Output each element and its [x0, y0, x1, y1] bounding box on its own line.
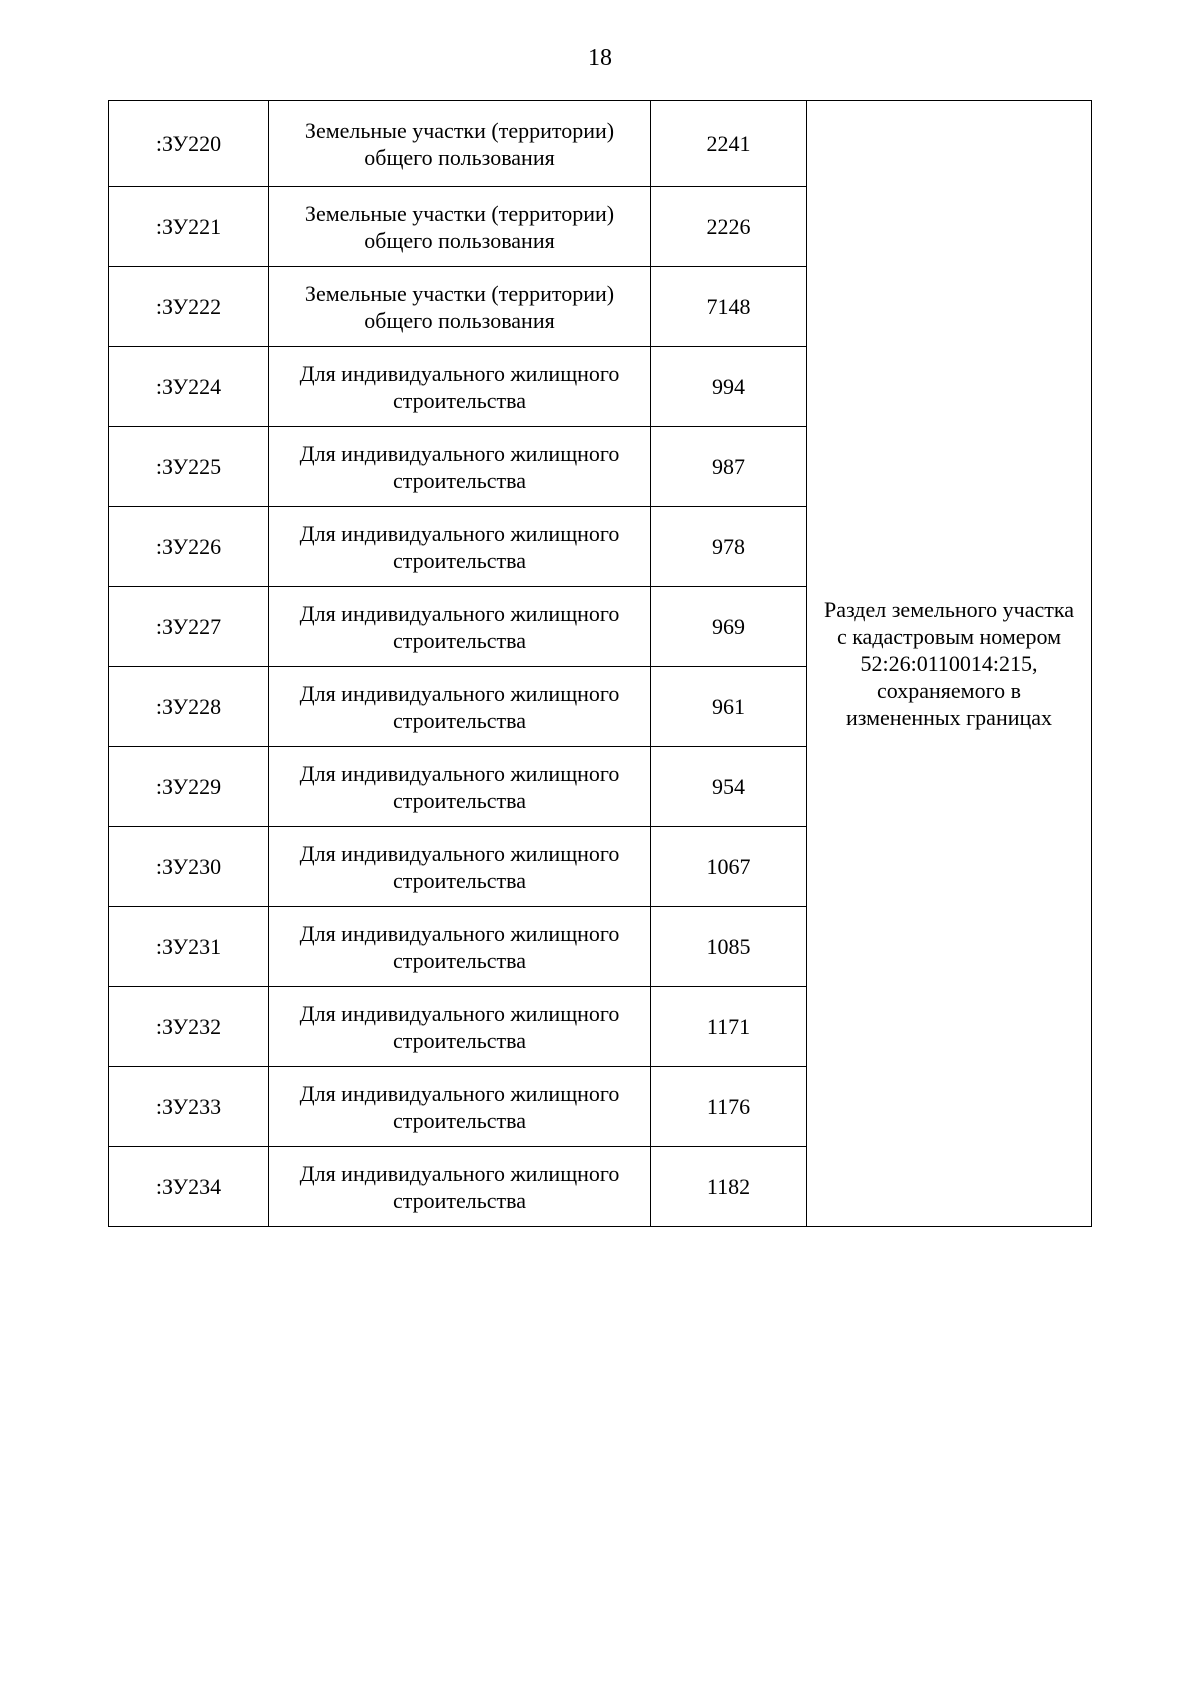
page-number: 18	[588, 45, 612, 71]
plot-id-cell: :ЗУ230	[109, 827, 269, 907]
plot-use-text: Для индивидуального жилищного строительства	[299, 440, 620, 493]
plot-area-cell: 2226	[651, 187, 807, 267]
plot-use-text: Для индивидуального жилищного строительства	[299, 920, 620, 973]
plot-use-cell	[269, 667, 651, 747]
plot-id-cell: :ЗУ233	[109, 1067, 269, 1147]
plot-use-text: Для индивидуального жилищного строительства	[299, 1080, 620, 1133]
plot-id-cell: :ЗУ225	[109, 427, 269, 507]
plot-id-cell: :ЗУ222	[109, 267, 269, 347]
plot-use-text: Для индивидуального жилищного строительства	[299, 840, 620, 893]
plot-id-cell: :ЗУ228	[109, 667, 269, 747]
plot-area-cell: 969	[651, 587, 807, 667]
plot-area-cell: 1176	[651, 1067, 807, 1147]
plot-use-cell	[269, 587, 651, 667]
land-plots-table	[108, 100, 1092, 1227]
plot-id-cell: :ЗУ232	[109, 987, 269, 1067]
plot-area-cell: 1085	[651, 907, 807, 987]
plot-use-text: Для индивидуального жилищного строительства	[299, 760, 620, 813]
plot-use-text: Земельные участки (территории) общего пользования	[304, 280, 615, 333]
plot-area-cell: 7148	[651, 267, 807, 347]
plot-use-cell	[269, 187, 651, 267]
plot-use-text: Для индивидуального жилищного строительства	[299, 520, 620, 573]
plot-use-text: Для индивидуального жилищного строительства	[299, 360, 620, 413]
plot-id-cell: :ЗУ224	[109, 347, 269, 427]
plot-use-cell	[269, 827, 651, 907]
plot-area-cell: 987	[651, 427, 807, 507]
plot-use-cell	[269, 1147, 651, 1227]
plot-use-text: Земельные участки (территории) общего пользования	[304, 200, 615, 253]
plot-id-cell: :ЗУ234	[109, 1147, 269, 1227]
plot-area-cell: 961	[651, 667, 807, 747]
plot-note-text: Раздел земельного участка с кадастровым номером 52:26:0110014:215, сохраняемого в измененных границах	[824, 597, 1074, 730]
land-plots-table-body	[109, 101, 1092, 1227]
plot-use-text: Для индивидуального жилищного строительства	[299, 680, 620, 733]
plot-use-cell	[269, 747, 651, 827]
plot-id-cell: :ЗУ229	[109, 747, 269, 827]
plot-area-cell: 954	[651, 747, 807, 827]
plot-use-text: Для индивидуального жилищного строительства	[299, 1000, 620, 1053]
plot-area-cell: 1182	[651, 1147, 807, 1227]
plot-area-cell: 1067	[651, 827, 807, 907]
table-row	[109, 101, 1092, 187]
plot-id-cell: :ЗУ221	[109, 187, 269, 267]
plot-id-cell: :ЗУ231	[109, 907, 269, 987]
plot-id-cell: :ЗУ226	[109, 507, 269, 587]
plot-use-cell	[269, 1067, 651, 1147]
plot-use-cell	[269, 427, 651, 507]
plot-id-cell: :ЗУ227	[109, 587, 269, 667]
plot-use-cell	[269, 987, 651, 1067]
plot-use-text: Для индивидуального жилищного строительства	[299, 600, 620, 653]
plot-area-cell: 1171	[651, 987, 807, 1067]
plot-use-cell	[269, 101, 651, 187]
plot-id-cell: :ЗУ220	[109, 101, 269, 187]
plot-use-cell	[269, 907, 651, 987]
plot-note-cell	[807, 101, 1092, 1227]
plot-area-cell: 994	[651, 347, 807, 427]
plot-use-text: Земельные участки (территории) общего пользования	[304, 117, 615, 170]
plot-use-cell	[269, 267, 651, 347]
plot-area-cell: 978	[651, 507, 807, 587]
plot-use-cell	[269, 507, 651, 587]
plot-use-text: Для индивидуального жилищного строительства	[299, 1160, 620, 1213]
plot-use-cell	[269, 347, 651, 427]
plot-area-cell: 2241	[651, 101, 807, 187]
